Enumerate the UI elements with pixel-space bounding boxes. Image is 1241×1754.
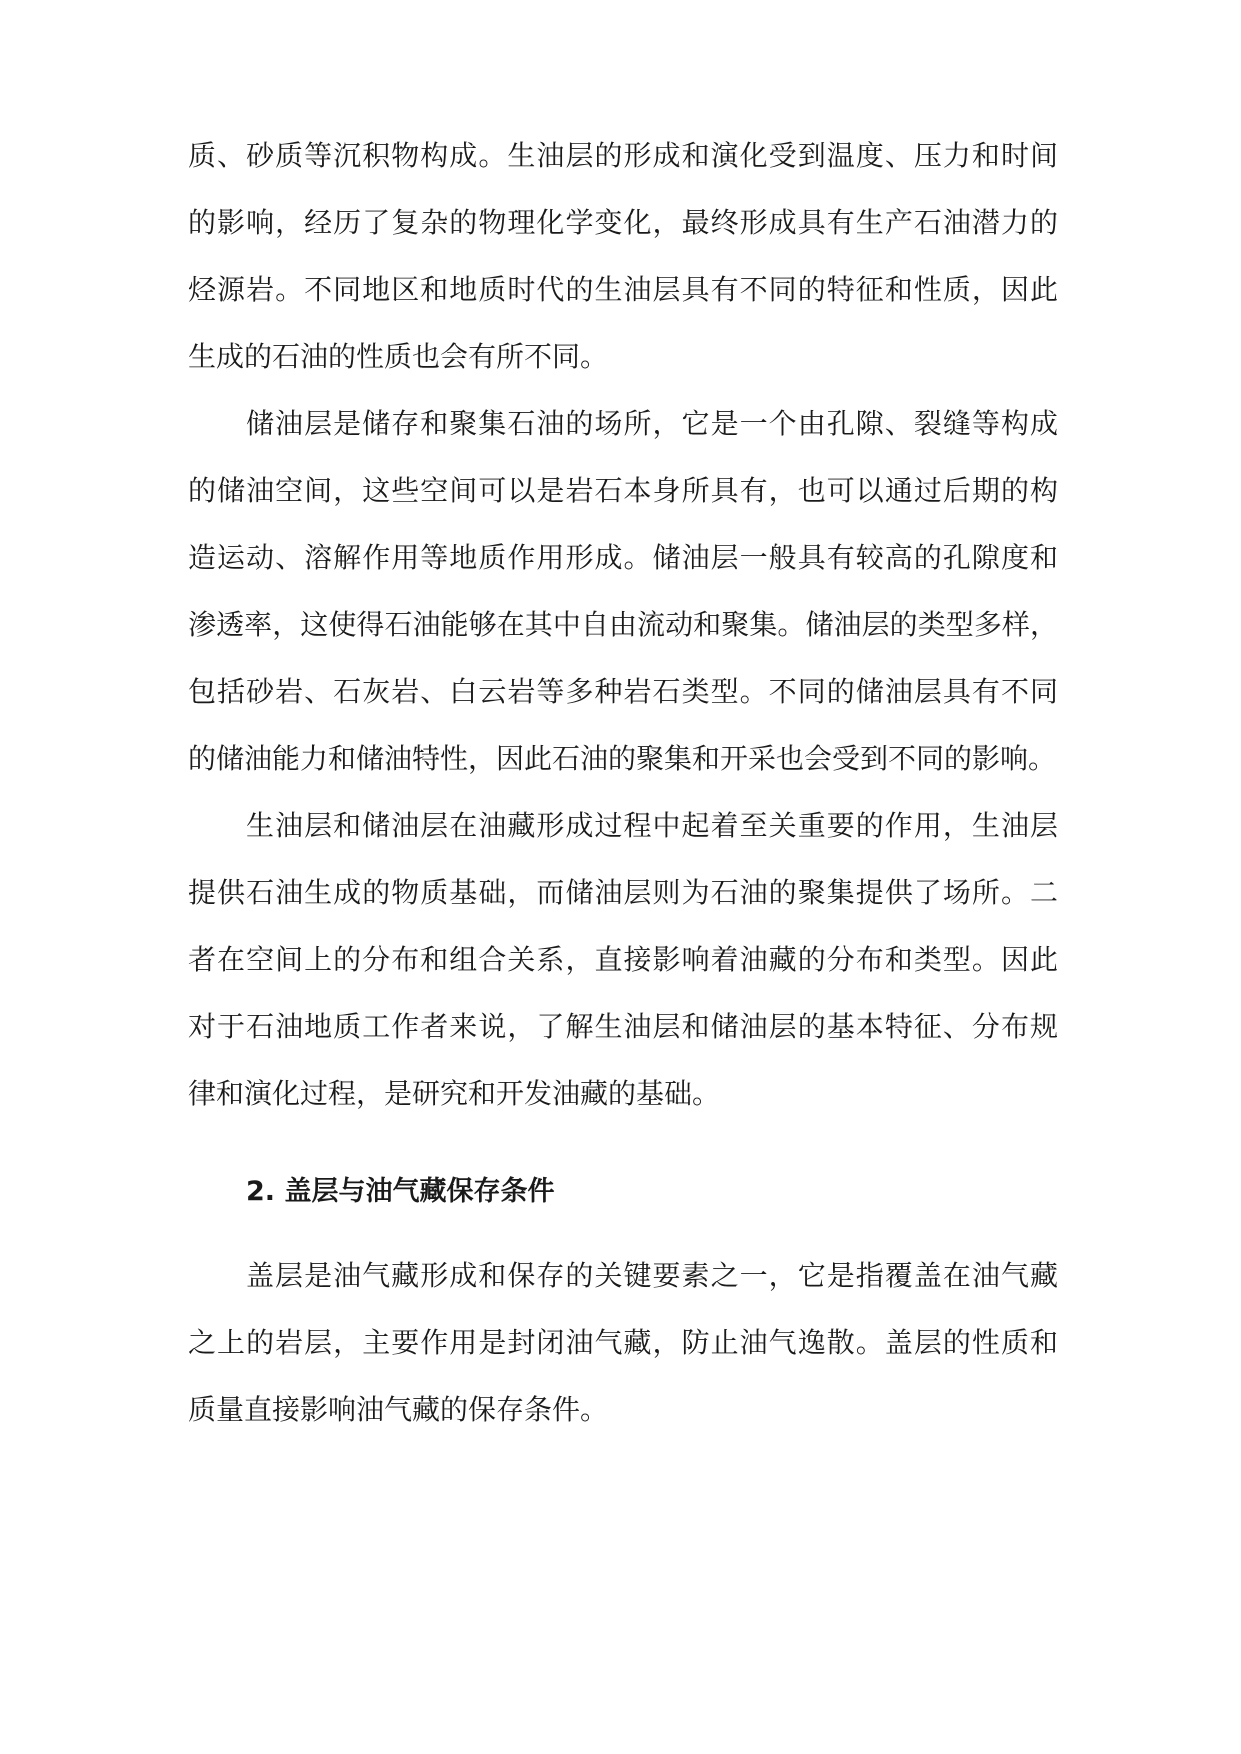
paragraph-4-line-2: 之上的岩层，主要作用是封闭油气藏，防止油气逸散。盖层的性质和 — [188, 1326, 1058, 1359]
paragraph-1-line-3: 烃源岩。不同地区和地质时代的生油层具有不同的特征和性质，因此 — [188, 273, 1058, 306]
paragraph-4-line-3: 质量直接影响油气藏的保存条件。 — [188, 1393, 609, 1426]
section-heading: 2. 盖层与油气藏保存条件 — [246, 1176, 555, 1207]
paragraph-3-line-3: 者在空间上的分布和组合关系，直接影响着油藏的分布和类型。因此 — [188, 943, 1058, 976]
paragraph-3-line-5: 律和演化过程，是研究和开发油藏的基础。 — [188, 1077, 721, 1110]
paragraph-2-line-2: 的储油空间，这些空间可以是岩石本身所具有，也可以通过后期的构 — [188, 474, 1058, 507]
paragraph-2-line-3: 造运动、溶解作用等地质作用形成。储油层一般具有较高的孔隙度和 — [188, 541, 1058, 574]
paragraph-3-line-1: 生油层和储油层在油藏形成过程中起着至关重要的作用，生油层 — [246, 809, 1058, 842]
paragraph-1-line-2: 的影响，经历了复杂的物理化学变化，最终形成具有生产石油潜力的 — [188, 206, 1058, 239]
paragraph-1-line-1: 质、砂质等沉积物构成。生油层的形成和演化受到温度、压力和时间 — [188, 139, 1058, 172]
paragraph-3-line-4: 对于石油地质工作者来说，了解生油层和储油层的基本特征、分布规 — [188, 1010, 1058, 1043]
paragraph-2-line-1: 储油层是储存和聚集石油的场所，它是一个由孔隙、裂缝等构成 — [246, 407, 1058, 440]
paragraph-4-line-1: 盖层是油气藏形成和保存的关键要素之一，它是指覆盖在油气藏 — [246, 1259, 1058, 1292]
paragraph-2-line-6: 的储油能力和储油特性，因此石油的聚集和开采也会受到不同的影响。 — [188, 742, 1057, 775]
paragraph-3-line-2: 提供石油生成的物质基础，而储油层则为石油的聚集提供了场所。二 — [188, 876, 1058, 909]
paragraph-2-line-4: 渗透率，这使得石油能够在其中自由流动和聚集。储油层的类型多样， — [188, 608, 1058, 641]
paragraph-2-line-5: 包括砂岩、石灰岩、白云岩等多种岩石类型。不同的储油层具有不同 — [188, 675, 1058, 708]
paragraph-1-line-4: 生成的石油的性质也会有所不同。 — [188, 340, 609, 373]
